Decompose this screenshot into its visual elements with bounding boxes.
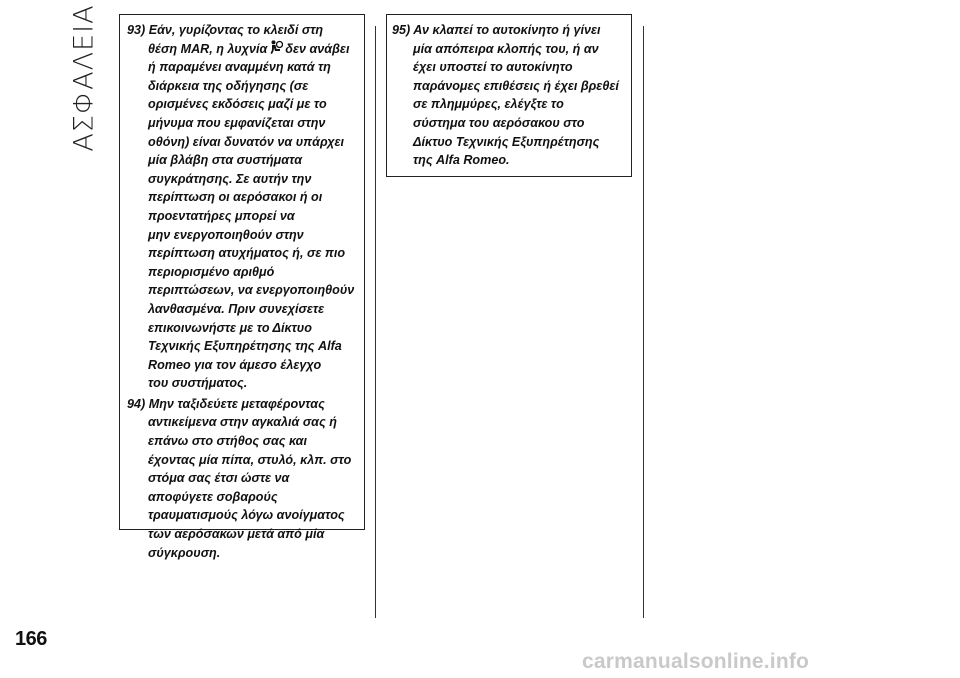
note-93-line-part: δεν ανάβει <box>285 41 350 56</box>
airbag-warning-icon <box>269 40 283 55</box>
note-93-line: συγκράτησης. Σε αυτήν την <box>148 171 312 186</box>
note-95-line: σε πλημμύρες, ελέγξτε το <box>413 97 564 112</box>
warning-box-left <box>119 14 365 560</box>
note-93-line: διάρκεια της οδήγησης (σε <box>148 78 309 93</box>
note-95-line: παράνομες επιθέσεις ή έχει βρεθεί <box>413 78 619 93</box>
note-93-line: προεντατήρες μπορεί να <box>148 208 295 223</box>
note-94-line: αποφύγετε σοβαρούς <box>148 489 278 504</box>
note-94-line: στόμα σας έτσι ώστε να <box>148 471 290 486</box>
note-94-line: επάνω στο στήθος σας και <box>148 434 307 449</box>
note-93-line: μην ενεργοποιηθούν στην <box>148 227 304 242</box>
note-93-line: λανθασμένα. Πριν συνεχίσετε <box>148 301 325 316</box>
note-94-line: των αερόσακων μετά από μία <box>148 527 325 542</box>
note-95-line: 95) Αν κλαπεί το αυτοκίνητο ή γίνει <box>392 23 601 37</box>
note-94-line: αντικείμενα στην αγκαλιά σας ή <box>148 415 337 430</box>
note-95-line: έχει υποστεί το αυτοκίνητο <box>413 60 573 75</box>
note-93-line: ορισμένες εκδόσεις μαζί με το <box>148 97 327 112</box>
note-95-line: σύστημα του αερόσακου στο <box>413 115 585 130</box>
note-93-line: 93) Εάν, γυρίζοντας το κλειδί στη <box>127 23 324 37</box>
column-divider-right <box>643 26 644 618</box>
note-93-line <box>127 40 360 59</box>
note-94-line: 94) Μην ταξιδεύετε μεταφέροντας <box>127 396 325 411</box>
note-94-line: σύγκρουση. <box>148 545 221 560</box>
watermark: carmanualsonline.info <box>582 650 810 673</box>
note-94-line: τραυματισμούς λόγω ανοίγματος <box>148 508 345 523</box>
note-93-line: περιορισμένο αριθμό <box>148 264 275 279</box>
note-93-line: περιπτώσεων, να ενεργοποιηθούν <box>148 283 355 298</box>
section-title-vertical <box>64 4 104 152</box>
note-93-line: ή παραμένει αναμμένη κατά τη <box>148 60 331 75</box>
note-95-line: μία απόπειρα κλοπής του, ή αν <box>413 41 599 56</box>
note-95-line: Δίκτυο Τεχνικής Εξυπηρέτησης <box>413 134 600 149</box>
note-95 <box>392 21 627 170</box>
page-number: 166 <box>15 628 47 650</box>
note-93-line: περίπτωση οι αερόσακοι ή οι <box>148 190 323 205</box>
note-95-line: της Alfa Romeo. <box>413 153 510 168</box>
note-94 <box>127 395 360 562</box>
section-title-text: ΑΣΦΑΛΕΙΑ <box>68 4 100 152</box>
note-93-line: μία βλάβη στα συστήματα <box>148 153 303 168</box>
column-divider-left <box>375 26 376 618</box>
note-93-line: επικοινωνήστε με το Δίκτυο <box>148 320 312 335</box>
note-93-line: οθόνη) είναι δυνατόν να υπάρχει <box>148 134 345 149</box>
note-93-line: μήνυμα που εμφανίζεται στην <box>148 115 326 130</box>
note-93-line: του συστήματος. <box>148 376 248 391</box>
note-93-line-part: θέση MAR, η λυχνία <box>148 41 268 56</box>
note-93-line: περίπτωση ατυχήματος ή, σε πιο <box>148 246 346 261</box>
note-93 <box>127 21 360 393</box>
warning-box-right <box>386 14 632 177</box>
note-93-line: Romeo για τον άμεσο έλεγχο <box>148 357 322 372</box>
note-93-line: Τεχνικής Εξυπηρέτησης της Alfa <box>148 339 342 354</box>
note-94-line: έχοντας μία πίπα, στυλό, κλπ. στο <box>148 452 352 467</box>
